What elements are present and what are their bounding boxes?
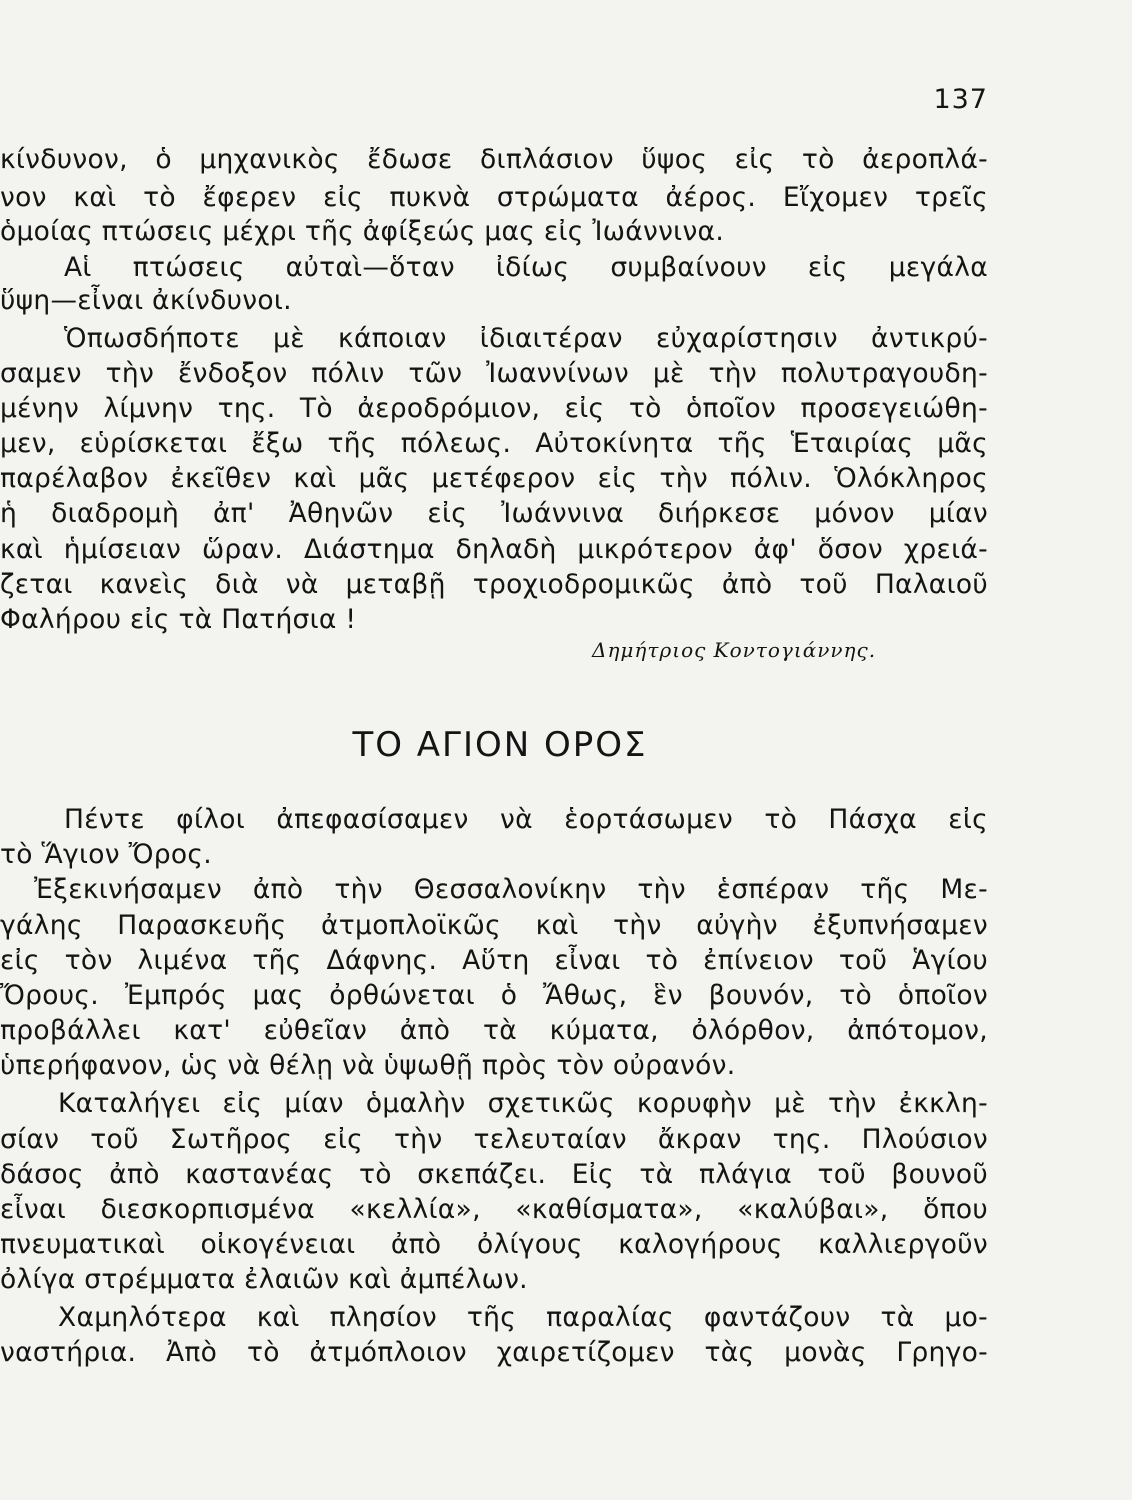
text-line: ὕψη—εἶναι ἀκίνδυνοι. (0, 285, 292, 316)
text-line: εἰς τὸν λιμένα τῆς Δάφνης. Αὕτη εἶναι τὸ ἐπίνειον τοῦ Ἁγίου (0, 945, 988, 976)
text-line: προβάλλει κατ' εὐθεῖαν ἀπὸ τὰ κύματα, ὀλόρθον, ἀπότομον, (0, 1015, 988, 1046)
text-line: Χαμηλότερα καὶ πλησίον τῆς παραλίας φαντάζουν τὰ μο- (58, 1302, 988, 1333)
text-line: πνευματικαὶ οἰκογένειαι ἀπὸ ὀλίγους καλογήρους καλλιεργοῦν (0, 1229, 988, 1260)
text-line: Ὄρους. Ἐμπρός μας ὀρθώνεται ὁ Ἄθως, ἓν βουνόν, τὸ ὁποῖον (0, 980, 988, 1011)
text-line: κίνδυνον, ὁ μηχανικὸς ἔδωσε διπλάσιον ὕψος εἰς τὸ ἀεροπλά- (0, 144, 988, 175)
page-number: 137 (933, 84, 988, 115)
article-title: ΤΟ ΑΓΙΟΝ ΟΡΟΣ (352, 725, 648, 765)
text-line: σίαν τοῦ Σωτῆρος εἰς τὴν τελευταίαν ἄκραν της. Πλούσιον (0, 1124, 988, 1155)
text-line: ὀλίγα στρέμματα ἐλαιῶν καὶ ἀμπέλων. (0, 1264, 528, 1295)
text-line: δάσος ἀπὸ καστανέας τὸ σκεπάζει. Εἰς τὰ πλάγια τοῦ βουνοῦ (0, 1159, 988, 1190)
text-line: Πέντε φίλοι ἀπεφασίσαμεν νὰ ἑορτάσωμεν τὸ Πάσχα εἰς (64, 804, 988, 835)
text-line: ναστήρια. Ἀπὸ τὸ ἀτμόπλοιον χαιρετίζομεν τὰς μονὰς Γρηγο- (0, 1337, 988, 1368)
text-line: Φαλήρου εἰς τὰ Πατήσια ! (0, 604, 357, 635)
text-line: γάλης Παρασκευῆς ἀτμοπλοϊκῶς καὶ τὴν αὐγὴν ἐξυπνήσαμεν (0, 910, 988, 941)
text-line: Ἐξεκινήσαμεν ἀπὸ τὴν Θεσσαλονίκην τὴν ἑσπέραν τῆς Με- (34, 874, 988, 905)
text-line: Ὁπωσδήποτε μὲ κάποιαν ἰδιαιτέραν εὐχαρίστησιν ἀντικρύ- (64, 323, 988, 354)
text-line: παρέλαβον ἐκεῖθεν καὶ μᾶς μετέφερον εἰς τὴν πόλιν. Ὁλόκληρος (0, 463, 988, 494)
text-line: σαμεν τὴν ἔνδοξον πόλιν τῶν Ἰωαννίνων μὲ τὴν πολυτραγουδη- (0, 358, 988, 389)
author-signature: Δημήτριος Κοντογιάννης. (592, 638, 877, 662)
text-line: μεν, εὑρίσκεται ἔξω τῆς πόλεως. Αὐτοκίνητα τῆς Ἑταιρίας μᾶς (0, 428, 988, 459)
text-line: ζεται κανεὶς διὰ νὰ μεταβῇ τροχιοδρομικῶς ἀπὸ τοῦ Παλαιοῦ (0, 569, 988, 600)
text-line: καὶ ἡμίσειαν ὥραν. Διάστημα δηλαδὴ μικρότερον ἀφ' ὅσον χρειά- (0, 534, 988, 565)
text-line: μένην λίμνην της. Τὸ ἀεροδρόμιον, εἰς τὸ ὁποῖον προσεγειώθη- (0, 393, 988, 424)
text-line: ὁμοίας πτώσεις μέχρι τῆς ἀφίξεώς μας εἰς Ἰωάννινα. (0, 216, 725, 247)
text-line: τὸ Ἅγιον Ὄρος. (0, 839, 212, 870)
text-line: ὑπερήφανον, ὡς νὰ θέλῃ νὰ ὑψωθῇ πρὸς τὸν οὐρανόν. (0, 1050, 736, 1081)
text-line: Καταλήγει εἰς μίαν ὁμαλὴν σχετικῶς κορυφὴν μὲ τὴν ἐκκλη- (58, 1088, 988, 1119)
text-line: νον καὶ τὸ ἔφερεν εἰς πυκνὰ στρώματα ἀέρος. Εἴχομεν τρεῖς (0, 182, 988, 213)
text-line: ἡ διαδρομὴ ἀπ' Ἀθηνῶν εἰς Ἰωάννινα διήρκεσε μόνον μίαν (0, 498, 988, 529)
text-line: Αἱ πτώσεις αὐταὶ—ὅταν ἰδίως συμβαίνουν εἰς μεγάλα (64, 252, 988, 283)
text-line: εἶναι διεσκορπισμένα «κελλία», «καθίσματα», «καλύβαι», ὅπου (0, 1194, 988, 1225)
